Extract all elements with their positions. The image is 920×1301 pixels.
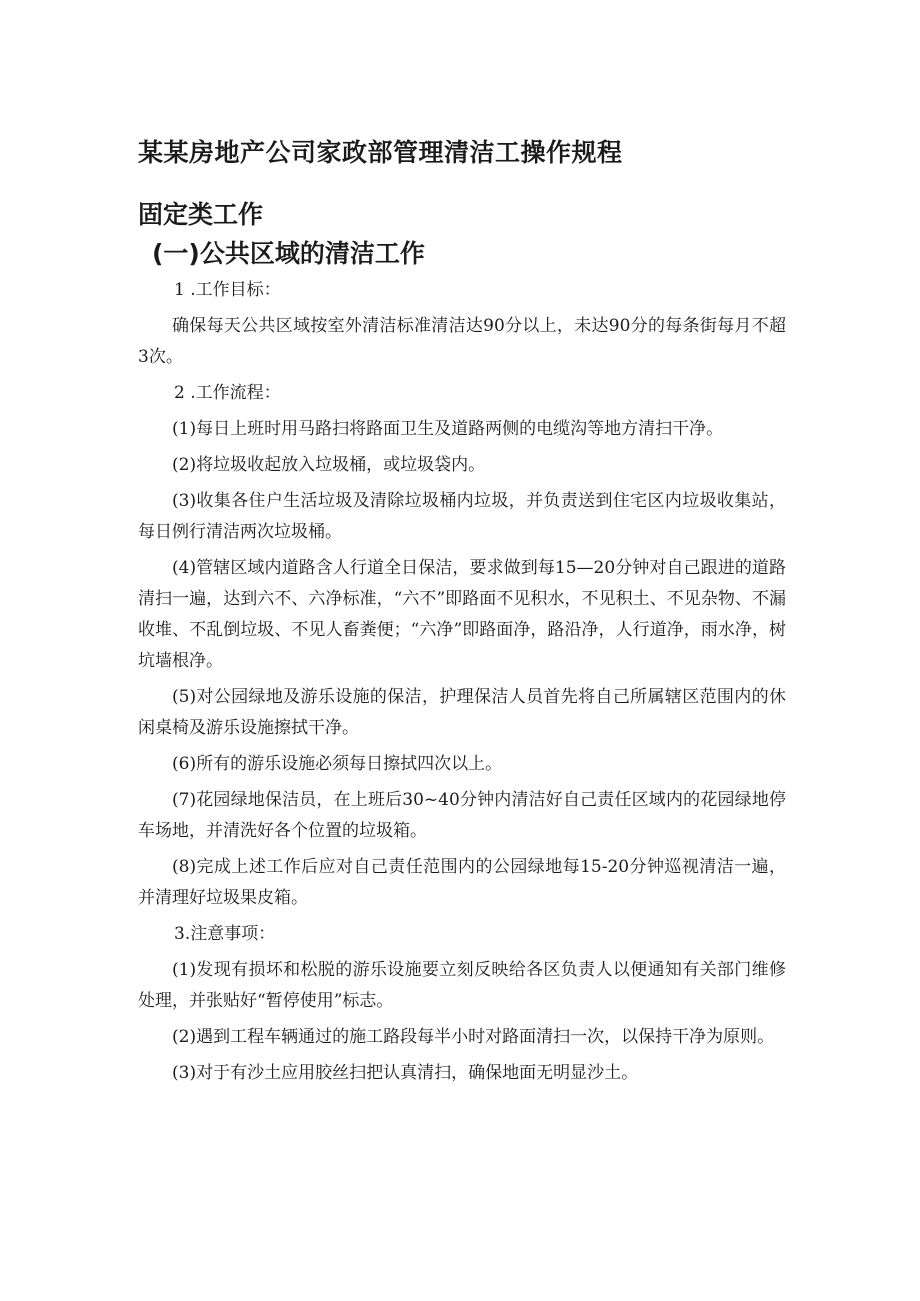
section-heading: 固定类工作 — [138, 200, 264, 229]
paragraph-workflow-7: (7)花园绿地保洁员，在上班后30~40分钟内清洁好自己责任区域内的花园绿地停车场地，并清洗好各个位置的垃圾箱。 — [138, 790, 786, 841]
paragraph-workflow-1: (1)每日上班时用马路扫将路面卫生及道路两侧的电缆沟等地方清扫干净。 — [172, 419, 724, 439]
paragraph-work-goal-label: 1 .工作目标： — [174, 280, 281, 300]
paragraph-workflow-2: (2)将垃圾收起放入垃圾桶，或垃圾袋内。 — [172, 455, 486, 475]
paragraph-workflow-4: (4)管辖区域内道路含人行道全日保洁，要求做到每15—20分钟对自己跟进的道路清扫一遍，达到六不、六净标准，“六不”即路面不见积水，不见积土、不见杂物、不漏收堆、不乱倒垃圾、不见人畜粪便；“六净”即路面净，路沿净，人行道净，雨水净，树坑墙根净。 — [138, 558, 786, 671]
paragraph-workflow-6: (6)所有的游乐设施必须每日擦拭四次以上。 — [172, 754, 503, 774]
paragraph-workflow-5: (5)对公园绿地及游乐设施的保洁，护理保洁人员首先将自己所属辖区范围内的休闲桌椅及游乐设施擦拭干净。 — [138, 687, 786, 738]
paragraph-notes-3: (3)对于有沙土应用胶丝扫把认真清扫，确保地面无明显沙土。 — [172, 1063, 639, 1083]
paragraph-notes-label: 3.注意事项： — [174, 924, 276, 944]
subsection-heading: (一)公共区域的清洁工作 — [152, 239, 425, 268]
document-body — [138, 275, 786, 1094]
document-title: 某某房地产公司家政部管理清洁工操作规程 — [138, 138, 623, 167]
paragraph-notes-2: (2)遇到工程车辆通过的施工路段每半小时对路面清扫一次，以保持干净为原则。 — [172, 1027, 775, 1047]
paragraph-workflow-3: (3)收集各住户生活垃圾及清除垃圾桶内垃圾，并负责送到住宅区内垃圾收集站，每日例行清洁两次垃圾桶。 — [138, 491, 786, 542]
paragraph-notes-1: (1)发现有损坏和松脱的游乐设施要立刻反映给各区负责人以便通知有关部门维修处理，并张贴好“暂停使用”标志。 — [138, 960, 786, 1011]
paragraph-work-goal: 确保每天公共区域按室外清洁标准清洁达90分以上，未达90分的每条街每月不超3次。 — [138, 316, 786, 367]
paragraph-workflow-8: (8)完成上述工作后应对自己责任范围内的公园绿地每15-20分钟巡视清洁一遍，并清理好垃圾果皮箱。 — [138, 857, 786, 908]
paragraph-workflow-label: 2 .工作流程： — [174, 383, 281, 403]
